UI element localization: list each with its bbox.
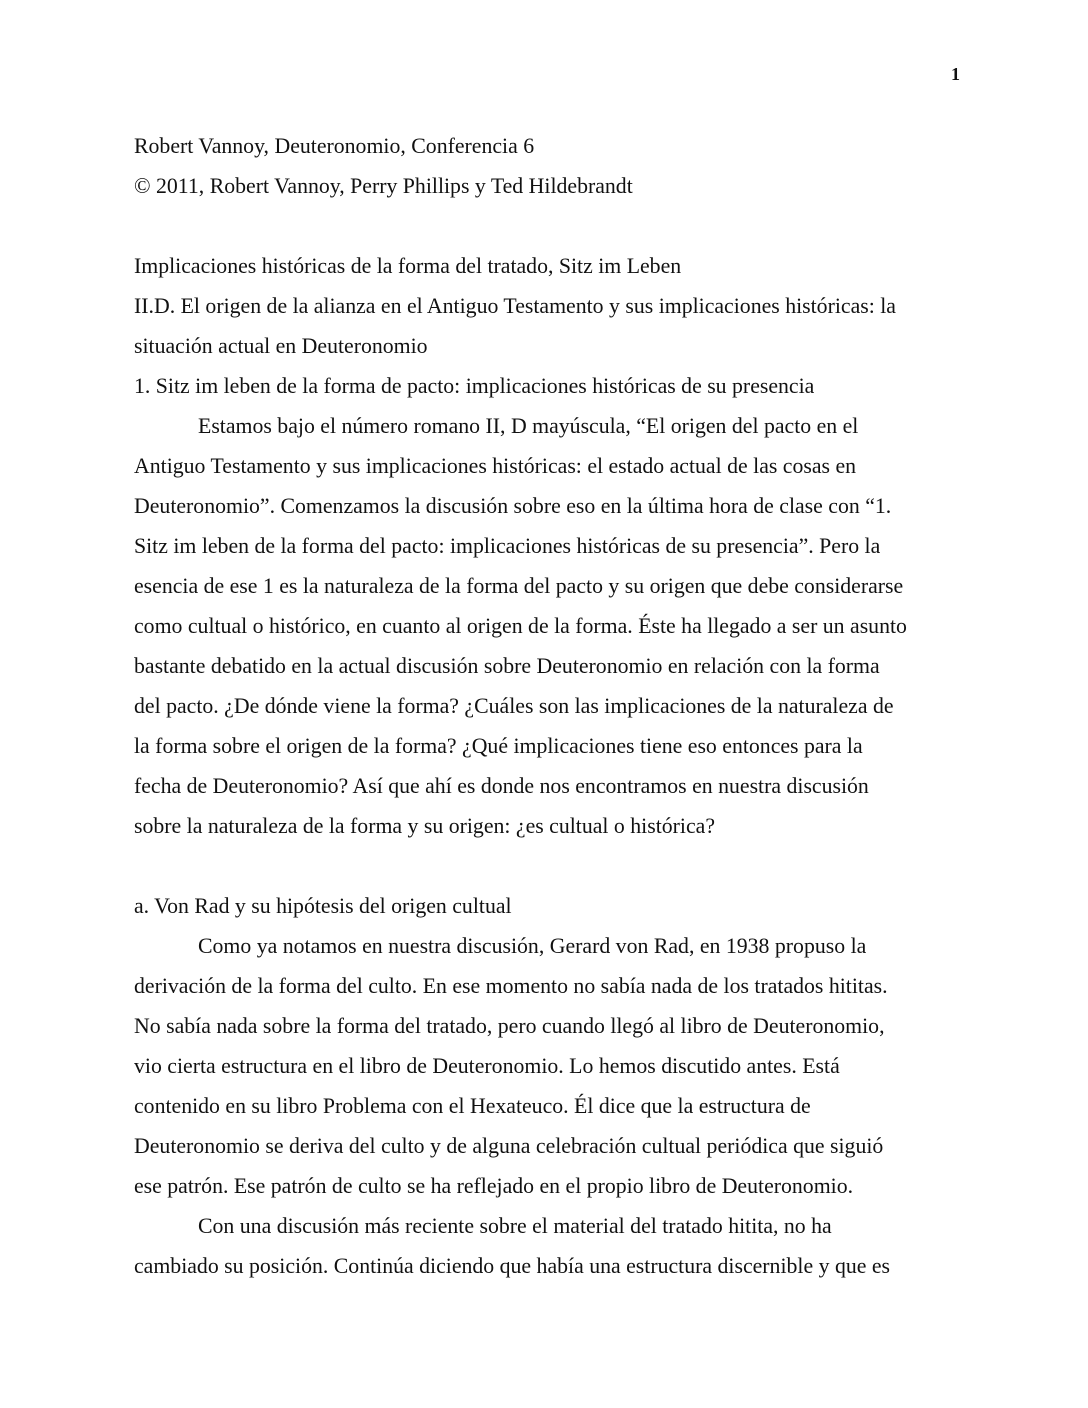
paragraph-1 xyxy=(134,406,956,846)
paragraph-line: bastante debatido en la actual discusión sobre Deuteronomio en relación con la forma xyxy=(134,654,880,678)
paragraph-2 xyxy=(134,926,956,1206)
paragraph-line: vio cierta estructura en el libro de Deuteronomio. Lo hemos discutido antes. Está xyxy=(134,1054,840,1078)
paragraph-line: Con una discusión más reciente sobre el material del tratado hitita, no ha xyxy=(198,1214,832,1238)
paragraph-line: derivación de la forma del culto. En ese momento no sabía nada de los tratados hititas. xyxy=(134,974,888,998)
paragraph-line: Como ya notamos en nuestra discusión, Gerard von Rad, en 1938 propuso la xyxy=(198,934,867,958)
section-heading-line-1: II.D. El origen de la alianza en el Antiguo Testamento y sus implicaciones históricas: la xyxy=(134,294,896,318)
header-line-1: Robert Vannoy, Deuteronomio, Conferencia 6 xyxy=(134,134,535,158)
paragraph-line: fecha de Deuteronomio? Así que ahí es donde nos encontramos en nuestra discusión xyxy=(134,774,869,798)
paragraph-line: Estamos bajo el número romano II, D mayúscula, “El origen del pacto en el xyxy=(198,414,859,438)
paragraph-line: No sabía nada sobre la forma del tratado, pero cuando llegó al libro de Deuteronomio, xyxy=(134,1014,885,1038)
document-body xyxy=(134,126,956,1286)
paragraph-line: del pacto. ¿De dónde viene la forma? ¿Cuáles son las implicaciones de la naturaleza de xyxy=(134,694,894,718)
spacer xyxy=(134,846,956,886)
paragraph-3 xyxy=(134,1206,956,1286)
subheading-1: 1. Sitz im leben de la forma de pacto: implicaciones históricas de su presencia xyxy=(134,374,815,398)
spacer xyxy=(134,206,956,246)
header-line-2: © 2011, Robert Vannoy, Perry Phillips y Ted Hildebrandt xyxy=(134,174,633,198)
section-heading-line-2: situación actual en Deuteronomio xyxy=(134,334,428,358)
page-number: 1 xyxy=(951,64,960,84)
paragraph-line: como cultual o histórico, en cuanto al origen de la forma. Éste ha llegado a ser un asunto xyxy=(134,614,907,638)
document-title: Implicaciones históricas de la forma del tratado, Sitz im Leben xyxy=(134,254,682,278)
subheading-a: a. Von Rad y su hipótesis del origen cultual xyxy=(134,894,512,918)
paragraph-line: Antiguo Testamento y sus implicaciones históricas: el estado actual de las cosas en xyxy=(134,454,857,478)
paragraph-line: esencia de ese 1 es la naturaleza de la forma del pacto y su origen que debe considerarse xyxy=(134,574,904,598)
paragraph-line: sobre la naturaleza de la forma y su origen: ¿es cultual o histórica? xyxy=(134,814,716,838)
paragraph-line: ese patrón. Ese patrón de culto se ha reflejado en el propio libro de Deuteronomio. xyxy=(134,1174,854,1198)
paragraph-line: Sitz im leben de la forma del pacto: implicaciones históricas de su presencia”. Pero la xyxy=(134,534,881,558)
paragraph-line: Deuteronomio”. Comenzamos la discusión sobre eso en la última hora de clase con “1. xyxy=(134,494,892,518)
paragraph-line: la forma sobre el origen de la forma? ¿Qué implicaciones tiene eso entonces para la xyxy=(134,734,863,758)
paragraph-line: Deuteronomio se deriva del culto y de alguna celebración cultual periódica que siguió xyxy=(134,1134,884,1158)
paragraph-line: contenido en su libro Problema con el Hexateuco. Él dice que la estructura de xyxy=(134,1094,811,1118)
paragraph-line: cambiado su posición. Continúa diciendo que había una estructura discernible y que es xyxy=(134,1254,891,1278)
